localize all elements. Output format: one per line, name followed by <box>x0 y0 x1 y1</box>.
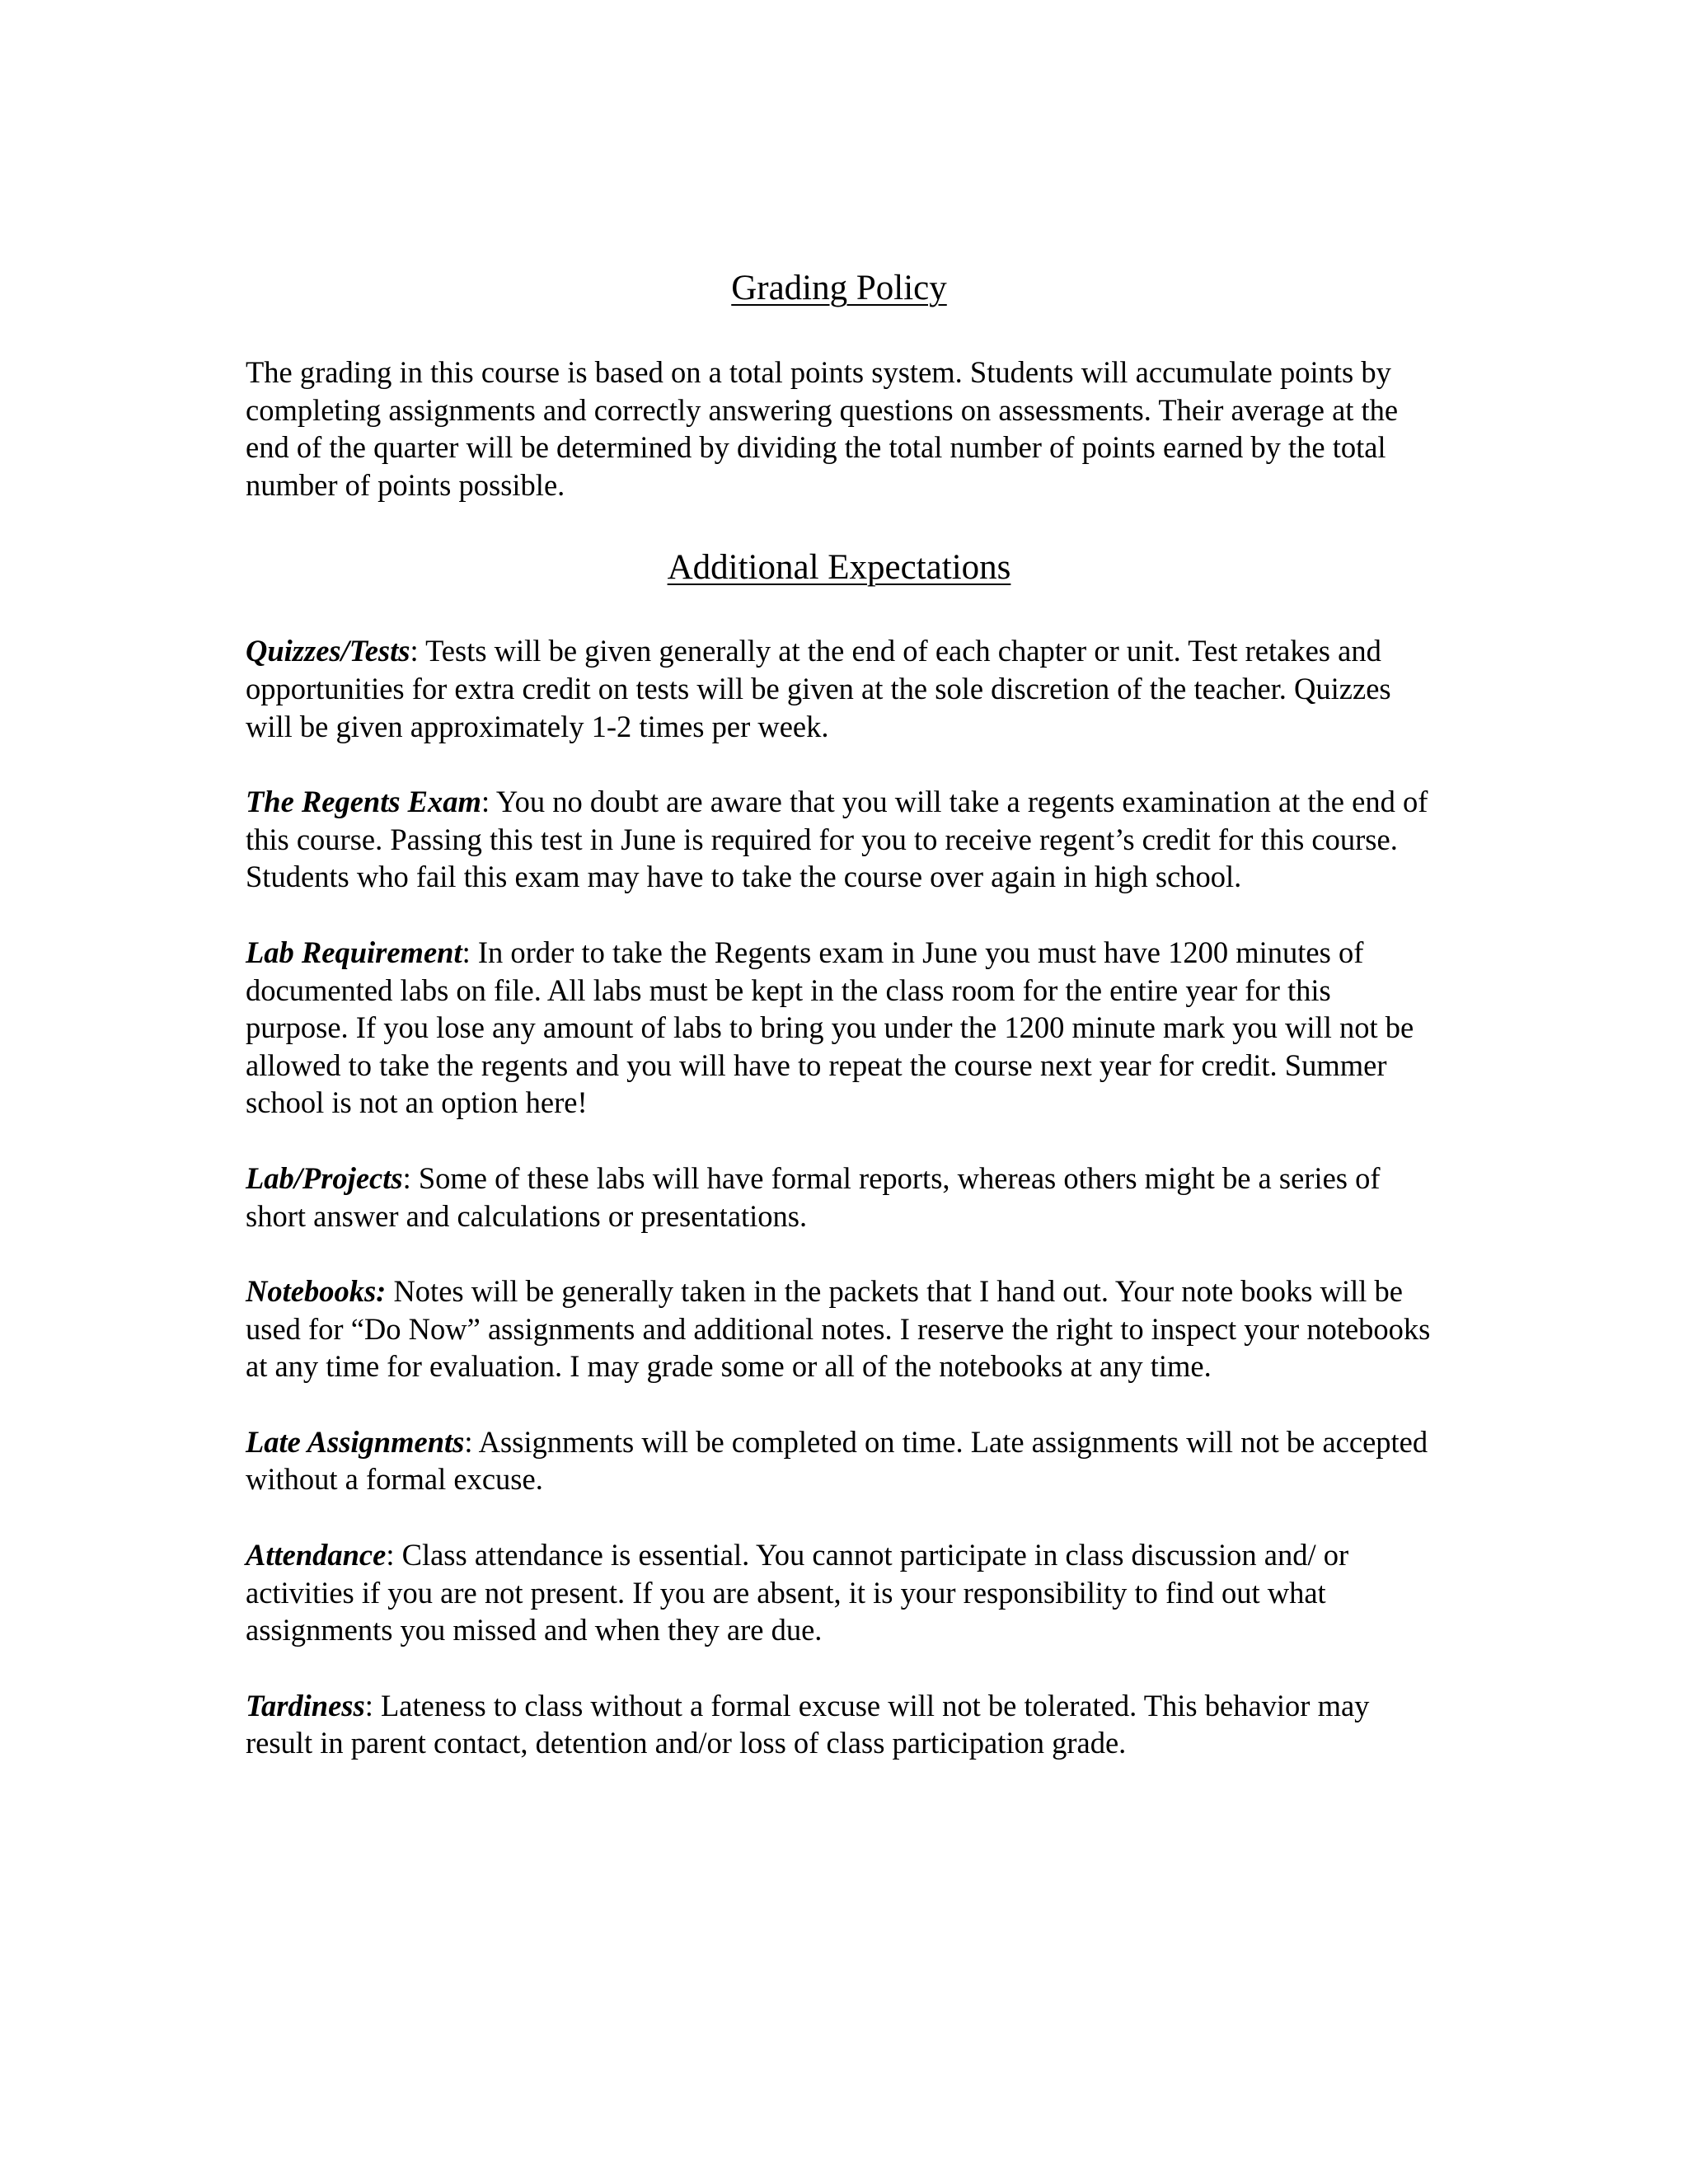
section-lab-requirement <box>246 934 1432 1122</box>
section-regents-exam <box>246 783 1432 896</box>
section-text: You no doubt are aware that you will take a regents examination at the end of this course. Passing this test in June is required for you to receive regent’s credit for this course. Students who fail this exam may have to take the course over again in high school. <box>246 785 1428 894</box>
section-quizzes-tests <box>246 632 1432 745</box>
section-text: Some of these labs will have formal reports, whereas others might be a series of short answer and calculations or presentations. <box>246 1160 1381 1233</box>
document-page <box>246 268 1432 1800</box>
section-separator: : <box>364 1688 381 1722</box>
grading-policy-paragraph: The grading in this course is based on a total points system. Students will accumulate points by completing assignments and correctly answering questions on assessments. Their average at the end of the quarter will be determined by dividing the total number of points earned by the total number of points possible. <box>246 355 1399 502</box>
section-term: Notebooks: <box>246 1274 387 1309</box>
section-term: Late Assignments <box>246 1424 465 1459</box>
section-separator: : <box>410 634 426 668</box>
section-text: Class attendance is essential. You cannot participate in class discussion and/ or activities if you are not present. If you are absent, it is your responsibility to find out what assignments you missed and when they are due. <box>246 1538 1349 1647</box>
section-notebooks <box>246 1272 1432 1385</box>
section-separator: : <box>386 1538 402 1572</box>
section-text: In order to take the Regents exam in June you must have 1200 minutes of documented labs on file. All labs must be kept in the class room for the entire year for this purpose. If you lose any amount of labs to bring you under the 1200 minute mark you will not be allowed to take the regents and you will have to repeat the course next year for credit. Summer school is not an option here! <box>246 935 1414 1120</box>
grading-policy-heading: Grading Policy <box>731 269 947 307</box>
section-tardiness <box>246 1687 1432 1762</box>
section-late-assignments <box>246 1423 1432 1498</box>
section-text: Tests will be given generally at the end of each chapter or unit. Test retakes and opportunities for extra credit on tests will be given at the sole discretion of the teacher. Quizzes will be given approximately 1-2 times per week. <box>246 634 1391 743</box>
additional-expectations-heading: Additional Expectations <box>667 548 1011 588</box>
section-term: Attendance <box>246 1538 387 1572</box>
section-text: Notes will be generally taken in the packets that I hand out. Your note books will be used for “Do Now” assignments and additional notes. I reserve the right to inspect your notebooks at any time for evaluation. I may grade some or all of the notebooks at any time. <box>246 1274 1431 1384</box>
section-lab-projects <box>246 1160 1432 1235</box>
section-attendance <box>246 1536 1432 1649</box>
section-term: Quizzes/Tests <box>246 634 410 668</box>
section-term: Lab/Projects <box>246 1160 403 1195</box>
section-separator: : <box>481 785 496 819</box>
section-separator: : <box>462 935 478 969</box>
section-text: Assignments will be completed on time. Late assignments will not be accepted without a formal excuse. <box>246 1424 1428 1497</box>
section-term: Tardiness <box>246 1688 365 1722</box>
section-term: Lab Requirement <box>246 935 462 969</box>
section-text: Lateness to class without a formal excuse will not be tolerated. This behavior may result in parent contact, detention and/or loss of class participation grade. <box>246 1688 1370 1760</box>
section-separator: : <box>464 1424 479 1459</box>
section-term: The Regents Exam <box>246 785 481 819</box>
section-separator: : <box>402 1160 419 1195</box>
